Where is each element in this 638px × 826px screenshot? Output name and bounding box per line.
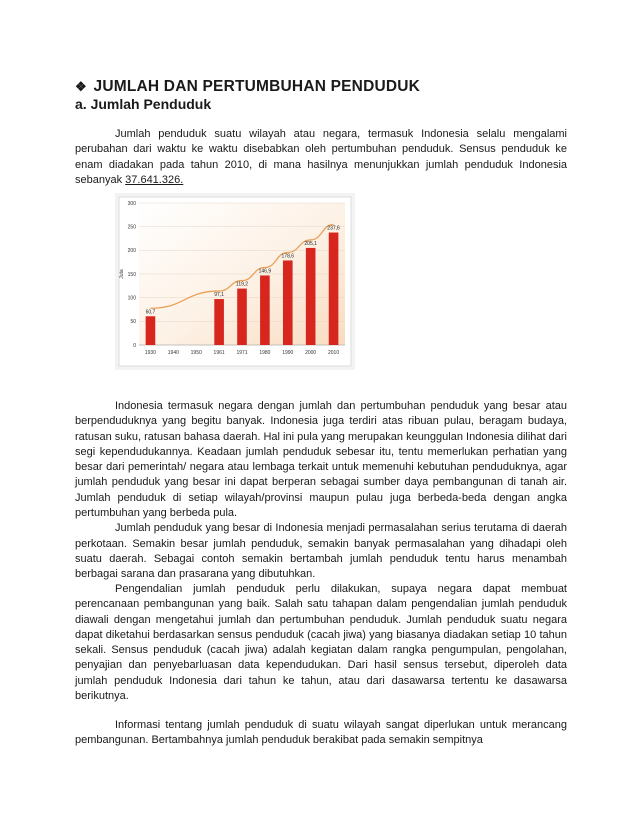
- intro-text: Jumlah penduduk suatu wilayah atau negara, termasuk Indonesia selalu mengalami perubahan dari waktu ke waktu disebabkan oleh pertumbuhan penduduk. Sensus penduduk ke enam diadakan pada tahun 2010, di mana hasilnya menunjukkan jumlah penduduk Indonesia sebanyak: [75, 128, 567, 186]
- x-tick-label: 1980: [259, 350, 271, 356]
- y-tick-label: 300: [127, 200, 136, 207]
- x-tick-label: 1940: [167, 350, 179, 356]
- section-heading: [75, 78, 420, 96]
- paragraph-text: Pengendalian jumlah penduduk perlu dilakukan, supaya negara dapat membuat perencanaan pembangunan yang baik. Salah satu tahapan dalam pengendalian jumlah penduduk diawali dengan mengetahui jumlah dan pertumbuhan penduduk. Jumlah penduduk suatu negara dapat diketahui berdasarkan sensus penduduk (cacah jiwa) yang biasanya diadakan setiap 10 tahun sekali. Sensus penduduk (cacah jiwa) adalah kegiatan dalam rangka pengumpulan, pengolahan, penyajian dan penyebarluasan data kependudukan. Dari hasil sensus tersebut, diperoleh data jumlah penduduk Indonesia dari tahun ke tahun, atau dari dasawarsa tertentu ke dasawarsa berikutnya.: [75, 583, 567, 703]
- x-tick-label: 1990: [282, 350, 294, 356]
- bar-value-label: 205,1: [304, 240, 317, 247]
- paragraph-text: Indonesia termasuk negara dengan jumlah dan pertumbuhan penduduk yang besar atau berpenduduknya yang begitu banyak. Indonesia juga terdiri atas ribuan pulau, beragam budaya, ratusan suku, ratusan bahasa daerah. Hal ini pula yang merupakan keunggulan Indonesia dilihat dari segi kependudukannya. Keadaan jumlah penduduk sebesar itu, tentu memerlukan perhatian yang besar dari pemerintah/ negara atau lembaga terkait untuk memenuhi kebutuhan penduduknya, agar jumlah penduduk yang besar ini dapat berperan sebagai sumber daya pembangunan di tanah air. Jumlah penduduk di setiap wilayah/provinsi maupun pulau juga berbeda-beda dengan angka pertumbuhan yang berbeda pula.: [75, 400, 567, 520]
- bar-value-label: 237,6: [327, 225, 340, 232]
- y-tick-label: 250: [127, 224, 136, 231]
- body-paragraph-4: [75, 718, 567, 749]
- bar: [146, 316, 156, 345]
- y-tick-label: 0: [133, 342, 136, 349]
- bar: [283, 260, 293, 345]
- y-axis-label: Juta: [119, 269, 125, 279]
- y-tick-label: 150: [127, 271, 136, 278]
- chart-svg: [115, 193, 355, 370]
- y-tick-label: 100: [127, 295, 136, 302]
- bar: [237, 289, 247, 345]
- x-tick-label: 1971: [236, 350, 248, 356]
- x-tick-label: 1930: [144, 350, 157, 356]
- bar: [306, 248, 316, 345]
- y-tick-label: 200: [127, 248, 136, 255]
- population-chart: [115, 193, 355, 370]
- bar-value-label: 178,6: [281, 253, 295, 260]
- paragraph-text: Jumlah penduduk yang besar di Indonesia menjadi permasalahan serius terutama di daerah perkotaan. Semakin besar jumlah penduduk, semakin banyak permasalahan yang dihadapi oleh suatu daerah. Sebagai contoh semakin bertambah jumlah penduduk tentu harus menambah berbagai sarana dan prasarana yang dibutuhkan.: [75, 522, 567, 581]
- diamond-bullet-icon: ❖: [75, 79, 87, 94]
- bar-value-label: 60,7: [145, 309, 156, 316]
- subsection-heading: a. Jumlah Penduduk: [75, 96, 212, 112]
- bar-value-label: 97,1: [214, 292, 224, 299]
- intro-paragraph: [75, 127, 567, 188]
- body-paragraph-3: [75, 582, 567, 704]
- bar-value-label: 146,9: [258, 268, 272, 275]
- population-number: 37.641.326.: [125, 173, 184, 186]
- bar-value-label: 119,2: [235, 281, 249, 288]
- bar: [329, 233, 339, 345]
- body-paragraph-1: [75, 399, 567, 583]
- bar: [260, 275, 270, 345]
- paragraph-text: Informasi tentang jumlah penduduk di suatu wilayah sangat diperlukan untuk merancang pembangunan. Bertambahnya jumlah penduduk berakibat pada semakin sempitnya: [75, 719, 567, 747]
- y-tick-label: 50: [130, 319, 136, 326]
- section-title: JUMLAH DAN PERTUMBUHAN PENDUDUK: [93, 78, 421, 95]
- x-tick-label: 1950: [190, 350, 202, 356]
- bar: [214, 299, 224, 345]
- x-tick-label: 2010: [327, 350, 340, 356]
- x-tick-label: 2000: [305, 350, 317, 356]
- x-tick-label: 1961: [213, 350, 225, 356]
